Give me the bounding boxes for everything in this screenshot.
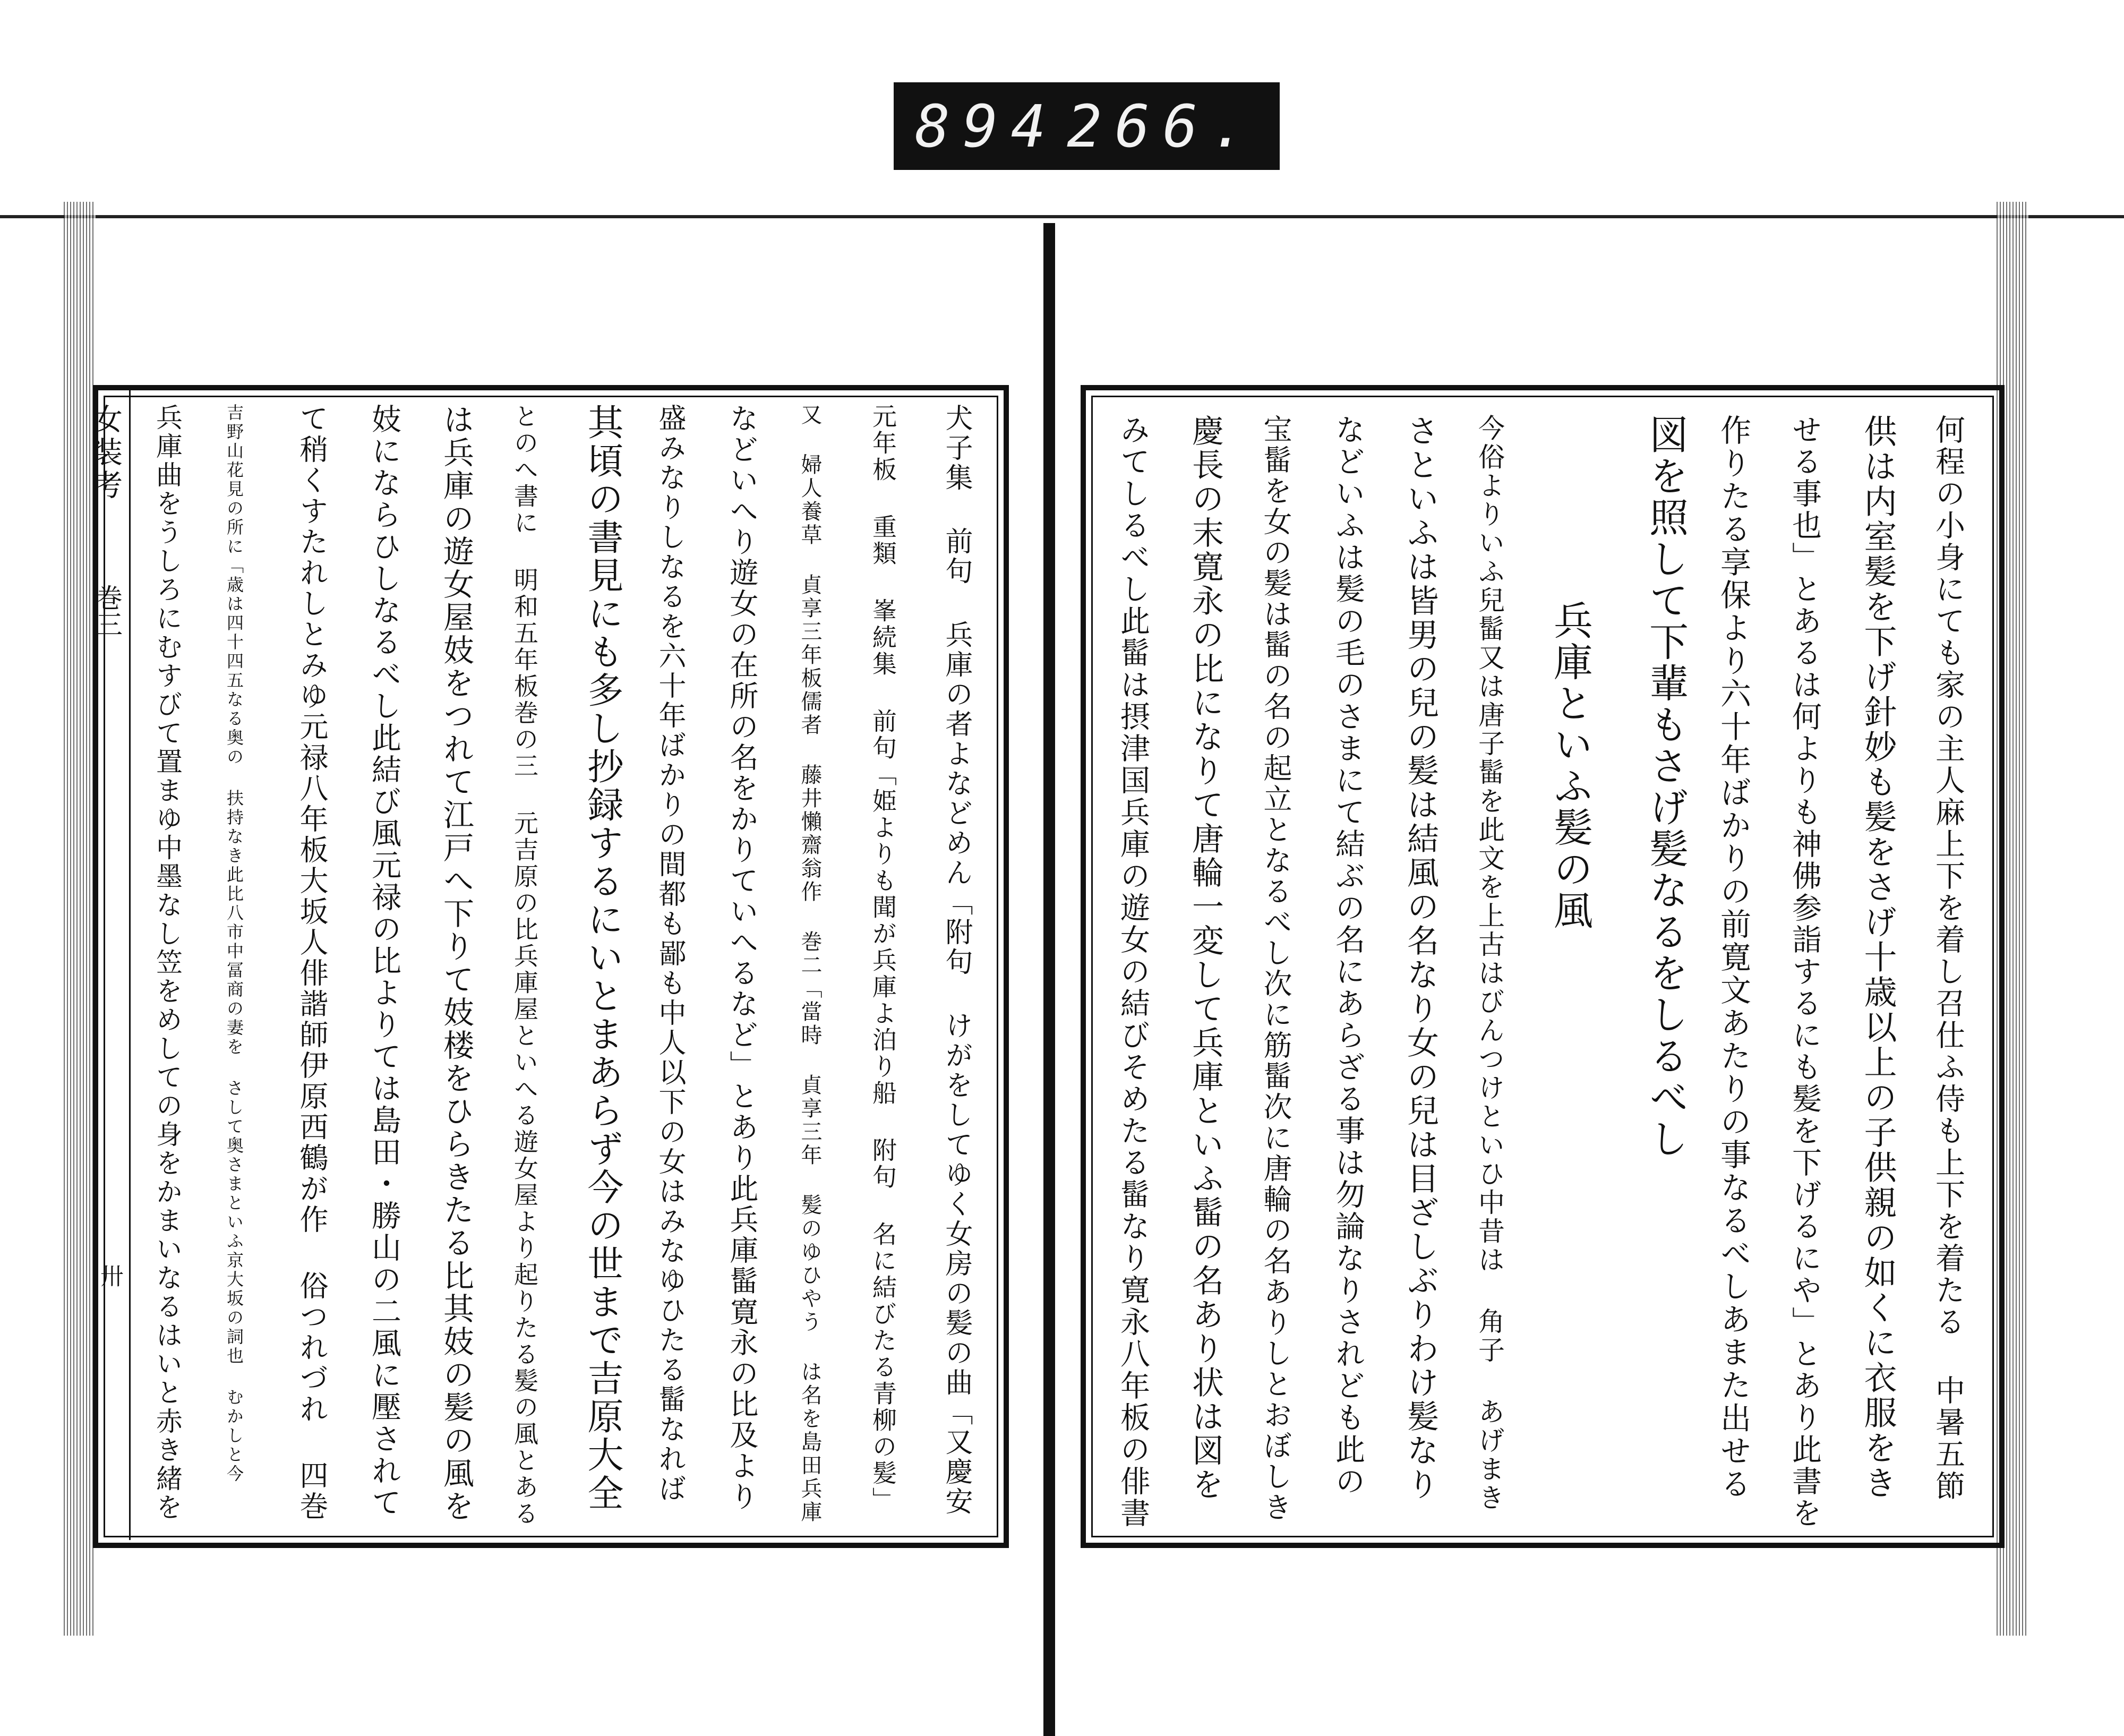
book-spine [1043, 223, 1055, 1736]
text-column: 何程の小身にても家の主人麻上下を着し召仕ふ侍も上下を着たる 中暑五節 [1931, 414, 1965, 1502]
catalog-number-right: 266. [1067, 92, 1258, 160]
text-column: 図を照して下輩もさげ髪なるをしるべし [1643, 414, 1689, 1160]
text-column: 供は内室髪を下げ針妙も髪をさげ十歳以上の子供親の如くに衣服をき [1858, 414, 1897, 1501]
text-column: 元年板 重類 峯続集 前句「姫よりも聞が兵庫よ泊り船 附句 名に結びたる青柳の髪」 [869, 404, 897, 1513]
text-column: は兵庫の遊女屋妓をつれて江戸へ下りて妓楼をひらきたる比其妓の髪の風を [438, 404, 474, 1523]
text-column: などいふは髪の毛のさまにて結ぶの名にあらざる事は勿論なりされども此の [1331, 414, 1365, 1498]
text-column: て稍くすたれしとみゆ元禄八年板大坂人俳諧師伊原西鶴が作 俗つれづれ 四巻 [295, 404, 329, 1522]
text-column: せる事也」とあるは何よりも神佛参詣するにも髪を下げるにや」とあり此書を [1787, 414, 1822, 1529]
left-page-title: 女装考 [88, 404, 123, 502]
top-rule [0, 215, 2124, 218]
left-page-number: 卅 [96, 1264, 123, 1287]
text-column: 其頃の書見にも多し抄録するにいとまあらず今の世まで吉原大全 [581, 404, 623, 1512]
left-page-volume: 巻三 [92, 584, 123, 637]
text-column: さといふは皆男の兒の髪は結風の名なり女の兒は目ざしぶりわけ髪なり [1402, 414, 1439, 1502]
text-column: 慶長の末寛永の比になりて唐輪一変して兵庫といふ髷の名あり状は図を [1187, 414, 1224, 1502]
text-column: 作りたる享保より六十年ばかりの前寛文あたりの事なるべしあまた出せる [1715, 414, 1751, 1501]
catalog-number-left: 894 [915, 92, 1059, 160]
text-column: 盛みなりしなるを六十年ばかりの間都も鄙も中人以下の女はみなゆひたる髷なれば [654, 404, 686, 1504]
left-page-margin-strip [88, 388, 131, 1540]
text-column: 犬子集 前句 兵庫の者よなどめん「附句 けがをしてゆく女房の髪の曲「又慶安 [940, 404, 972, 1517]
section-heading: 兵庫といふ髪の風 [1547, 600, 1593, 931]
text-column: 宝髷を女の髪は髷の名の起立となるべし次に筋髷次に唐輪の名ありしとおぼしき [1259, 414, 1292, 1523]
catalog-number-label [894, 82, 1280, 170]
text-column: などいへり遊女の在所の名をかりていへるなど」とあり此兵庫髷寛永の比及より [725, 404, 759, 1512]
text-column: みてしるべし此髷は摂津国兵庫の遊女の結びそめたる髷なり寛永八年板の俳書 [1116, 414, 1150, 1529]
text-column: とのへ書に 明和五年板巻の三 元吉原の比兵庫屋といへる遊女屋より起りたる髪の風とある [510, 404, 539, 1527]
text-column: 妓にならひしなるべし此結び風元禄の比よりては島田・勝山の二風に壓されて [367, 404, 401, 1519]
text-column: 吉野山花見の所に「歳は四十四五なる奥の 扶持なき此比八市中冨商の妻を さして奥さまといふ京大坂の詞也 むかしと今 [224, 404, 244, 1484]
text-column: 又 婦人養草 貞享三年板儒者 藤井懶齋翁作 巻二「當時 貞享三年 髪のゆひやう は名を島田兵庫 [798, 404, 822, 1524]
text-column: 今俗よりいふ兒髷又は唐子髷を此文を上古はびんつけといひ中昔は 角子 あげまき [1474, 414, 1505, 1512]
text-column: 兵庫曲をうしろにむすびて置まゆ中墨なし笠をめしての身をかまいなるはいと赤き緒を [152, 404, 183, 1522]
